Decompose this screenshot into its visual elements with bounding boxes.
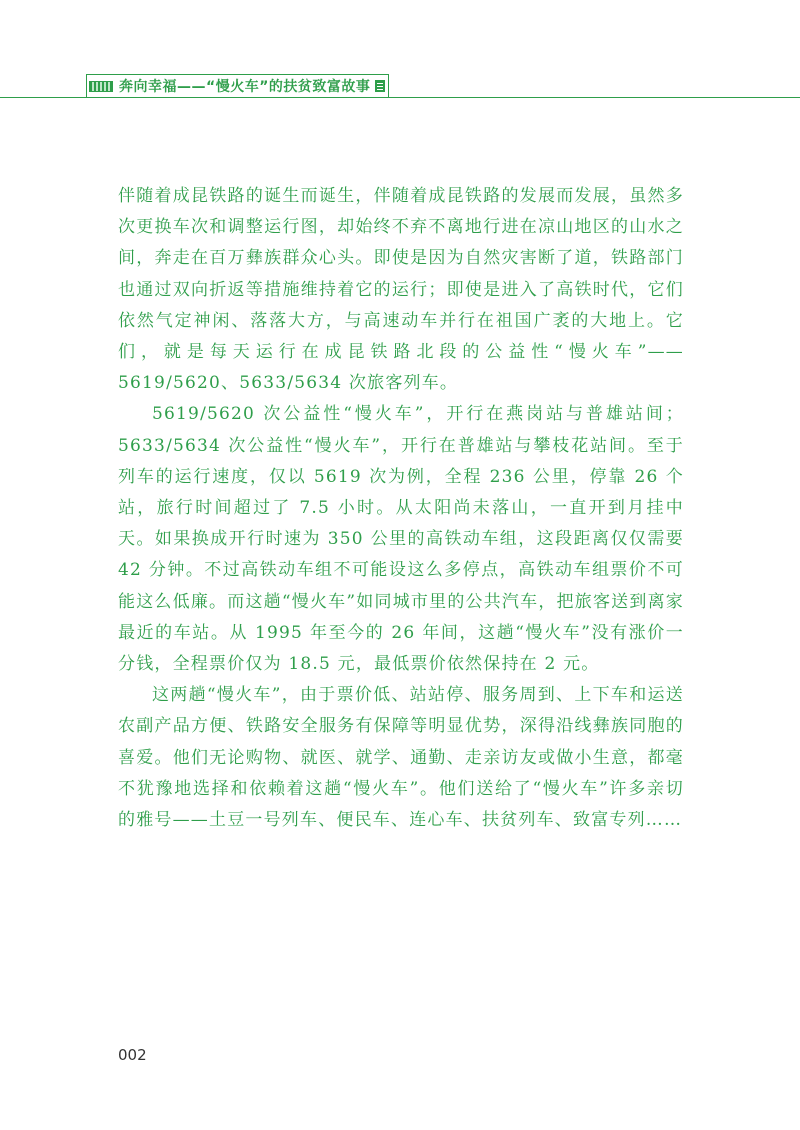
- header-tab: [86, 74, 389, 97]
- header-rule: [0, 97, 800, 98]
- book-title: 奔向幸福——“慢火车”的扶贫致富故事: [119, 79, 371, 95]
- paragraph-2: 5619/5620 次公益性“慢火车”，开行在燕岗站与普雄站间；5633/5634 次公益性“慢火车”，开行在普雄站与攀枝花站间。至于列车的运行速度，仅以 5619 次为例，全程 236 公里，停靠 26 个站，旅行时间超过了 7.5 小时。从太阳尚未落山，一直开到月挂中天。如果换成开行时速为 350 公里的高铁动车组，这段距离仅仅需要 42 分钟。不过高铁动车组不可能设这么多停点，高铁动车组票价不可能这么低廉。而这趟“慢火车”如同城市里的公共汽车，把旅客送到离家最近的车站。从 1995 年至今的 26 年间，这趟“慢火车”没有涨价一分钱，全程票价仅为 18.5 元，最低票价依然保持在 2 元。: [118, 404, 684, 675]
- grid-ornament-icon: [89, 81, 113, 92]
- paragraph-3: 这两趟“慢火车”，由于票价低、站站停、服务周到、上下车和运送农副产品方便、铁路安全服务有保障等明显优势，深得沿线彝族同胞的喜爱。他们无论购物、就医、就学、通勤、走亲访友或做小生意，都毫不犹豫地选择和依赖着这趟“慢火车”。他们送给了“慢火车”许多亲切的雅号——土豆一号列车、便民车、连心车、扶贫列车、致富专列……: [118, 685, 684, 831]
- page-number: 002: [118, 1046, 147, 1064]
- page-body: [118, 181, 684, 836]
- paragraph-1: 伴随着成昆铁路的诞生而诞生，伴随着成昆铁路的发展而发展，虽然多次更换车次和调整运行图，却始终不弃不离地行进在凉山地区的山水之间，奔走在百万彝族群众心头。即使是因为自然灾害断了道，铁路部门也通过双向折返等措施维持着它的运行；即使是进入了高铁时代，它们依然气定神闲、落落大方，与高速动车并行在祖国广袤的大地上。它们，就是每天运行在成昆铁路北段的公益性“慢火车”——5619/5620、5633/5634 次旅客列车。: [118, 186, 684, 394]
- running-header: [0, 74, 800, 98]
- book-icon: [375, 80, 385, 92]
